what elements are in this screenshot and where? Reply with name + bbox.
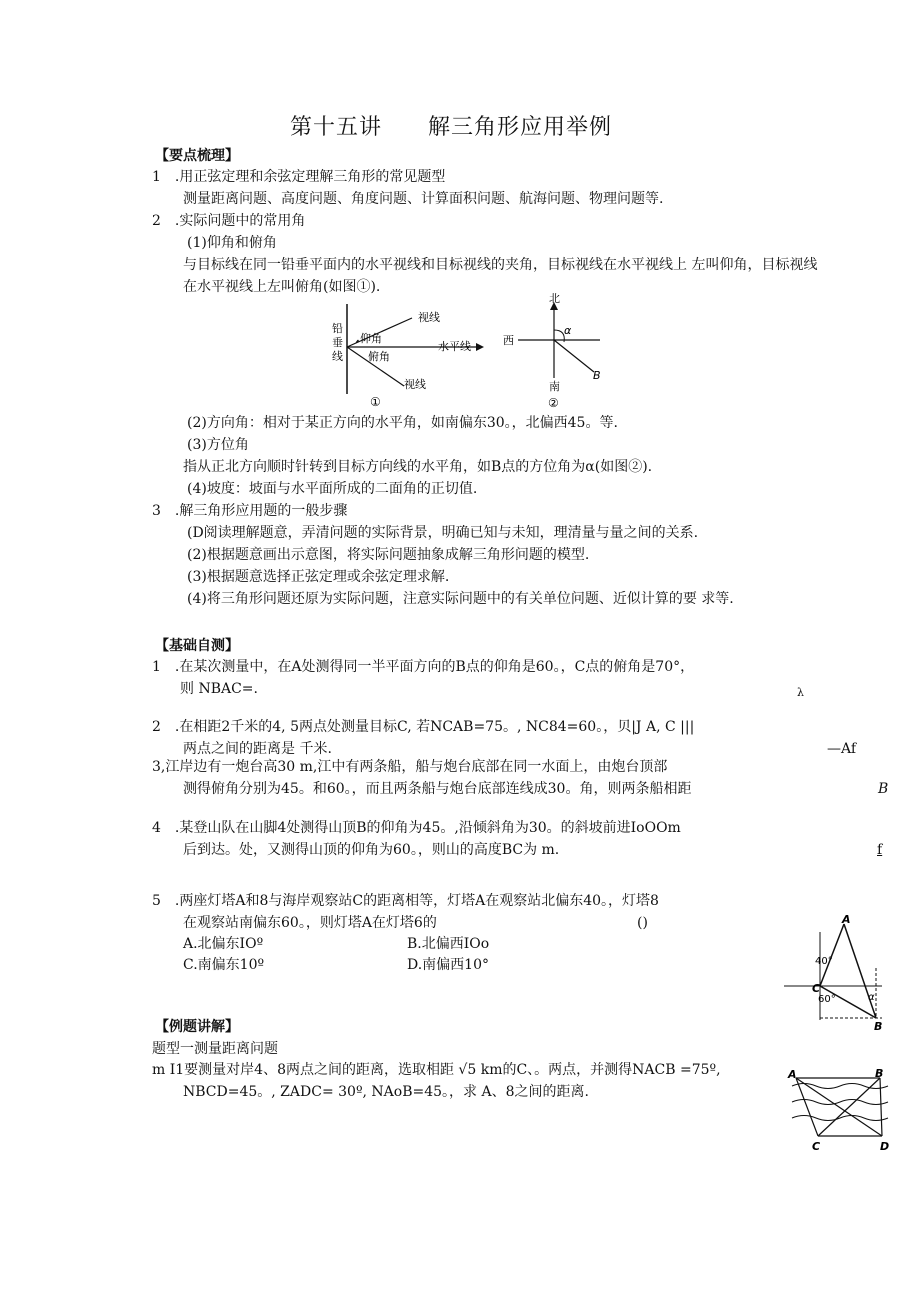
label-angle-40: 40°	[815, 956, 833, 967]
question-5: 5 .两座灯塔A和8与海岸观察站C的距离相等，灯塔A在观察站北偏东40。，灯塔8	[152, 893, 659, 909]
text-line: (D阅读理解题意，弄清问题的实际背景，明确已知与未知，理清量与量之间的关系.	[187, 525, 699, 541]
figure-elevation-depression	[328, 302, 488, 410]
option-c[interactable]: C.南偏东10º	[183, 957, 265, 973]
text-line: (4)坡度：坡面与水平面所成的二面角的正切值.	[187, 481, 478, 497]
label-sight: 视线	[418, 311, 440, 324]
label-a: A	[842, 913, 851, 926]
label-depression: 俯角	[368, 350, 390, 363]
label-b: B	[593, 369, 601, 382]
label-c: C	[812, 982, 821, 995]
example-1-cont: NBCD=45。, ZADC= 30º, NAoB=45。，求 A、8之间的距离.	[183, 1084, 589, 1100]
label-sight-2: 视线	[404, 378, 426, 391]
text-line: 1 .用正弦定理和余弦定理解三角形的常见题型	[152, 169, 446, 185]
text-line: (3)方位角	[187, 437, 249, 453]
question-5-cont: 在观察站南偏东60。，则灯塔A在灯塔6的	[183, 915, 437, 931]
margin-note: f	[877, 842, 883, 858]
text-line: 2 .实际问题中的常用角	[152, 213, 306, 229]
label-alpha: α	[868, 992, 875, 1003]
label-vertical-1: 铅	[332, 322, 343, 335]
label-c: C	[812, 1140, 821, 1153]
figure-lighthouses	[782, 912, 892, 1034]
question-4-cont: 后到达。处，又测得山顶的仰角为60。，则山的高度BC为 m.	[183, 842, 560, 858]
label-south: 南	[549, 380, 560, 393]
option-b[interactable]: B.北偏西IOo	[407, 936, 490, 952]
text-line: (3)根据题意选择正弦定理或余弦定理求解.	[187, 569, 450, 585]
question-2-cont: 两点之间的距离是 千米.	[183, 741, 332, 757]
question-3-cont: 测得俯角分别为45。和60。，而且两条船与炮台底部连线成30。角，则两条船相距	[183, 781, 692, 797]
label-alpha: α	[564, 324, 572, 337]
text-line: 3 .解三角形应用题的一般步骤	[152, 503, 348, 519]
page-title: 第十五讲 解三角形应用举例	[290, 115, 613, 140]
option-d[interactable]: D.南偏西10°	[407, 957, 489, 973]
label-angle-60: 60°	[818, 994, 836, 1005]
margin-note: B	[878, 781, 889, 797]
label-vertical-3: 线	[332, 350, 343, 363]
label-d: D	[880, 1140, 890, 1153]
label-b: B	[875, 1067, 884, 1080]
option-a[interactable]: A.北偏东IOº	[183, 936, 264, 952]
topic-heading: 题型一测量距离问题	[152, 1041, 278, 1057]
label-horizontal: 水平线	[438, 340, 471, 353]
example-1: m I1要测量对岸4、8两点之间的距离，选取相距 √5 km的C、。两点，并测得NACB =75º,	[152, 1062, 721, 1078]
question-1: 1 .在某次测量中，在A处测得同一半平面方向的B点的仰角是60。，C点的俯角是70°，	[152, 659, 695, 675]
question-3: 3,江岸边有一炮台高30 m,江中有两条船，船与炮台底部在同一水面上，由炮台顶部	[152, 759, 668, 775]
section-header-examples: 【例题讲解】	[155, 1019, 239, 1035]
answer-blank: ()	[637, 915, 648, 931]
text-line: 指从正北方向顺时针转到目标方向线的水平角，如B点的方位角为α(如图②).	[183, 459, 653, 475]
text-line: 与目标线在同一铅垂平面内的水平视线和目标视线的夹角，目标视线在水平视线上 左叫仰角，目标视线	[183, 257, 818, 273]
label-a: A	[788, 1068, 797, 1081]
figure-caption-2: ②	[548, 396, 559, 410]
label-north: 北	[549, 292, 560, 305]
question-4: 4 .某登山队在山脚4处测得山顶B的仰角为45。,沿倾斜角为30。的斜坡前进IoOOm	[152, 820, 681, 836]
text-line: (1)仰角和俯角	[187, 235, 277, 251]
section-header-key-points: 【要点梳理】	[155, 148, 239, 164]
label-vertical-2: 垂	[332, 336, 343, 349]
label-west: 西	[503, 334, 514, 347]
figure-river-distance	[784, 1066, 894, 1156]
label-elevation: 仰角	[360, 332, 382, 345]
margin-note: λ	[797, 686, 804, 699]
text-line: (2)根据题意画出示意图，将实际问题抽象成解三角形问题的模型.	[187, 547, 590, 563]
margin-note: —Af	[827, 741, 857, 757]
question-2: 2 .在相距2千米的4, 5两点处测量目标C, 若NCAB=75。, NC84=60。，贝|J A, C |||	[152, 719, 695, 735]
question-1-cont: 则 NBAC=.	[180, 681, 258, 697]
text-line: (2)方向角：相对于某正方向的水平角，如南偏东30。，北偏西45。等.	[187, 415, 618, 431]
text-line: 测量距离问题、高度问题、角度问题、计算面积问题、航海问题、物理问题等.	[183, 191, 664, 207]
text-line: (4)将三角形问题还原为实际问题，注意实际问题中的有关单位问题、近似计算的要 求等.	[187, 591, 734, 607]
section-header-self-test: 【基础自测】	[155, 638, 239, 654]
figure-caption-1: ①	[370, 395, 381, 409]
text-line: 在水平视线上左叫俯角(如图①).	[183, 279, 381, 295]
figure-azimuth	[500, 292, 610, 410]
label-b: B	[874, 1020, 883, 1033]
